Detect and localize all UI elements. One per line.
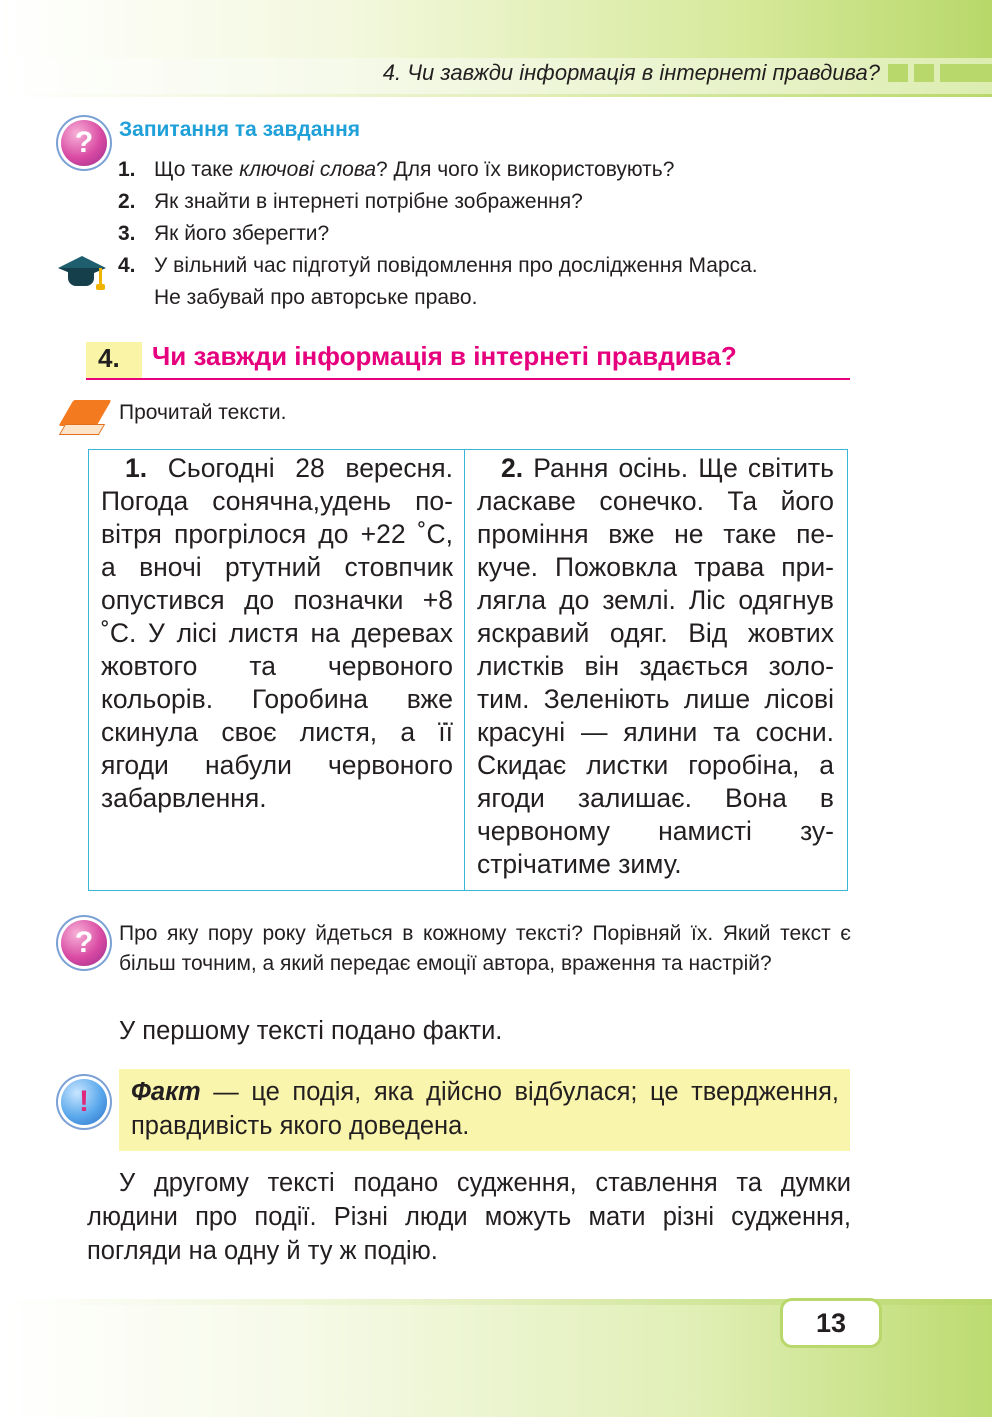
graduation-cap-icon-tassel-end	[96, 284, 105, 290]
question-mark-icon: ?	[61, 920, 107, 966]
list-item	[118, 250, 878, 314]
item-text: У вільний час підготуй повідомлення про дослідження Марса. Не забувай про авторське право.	[154, 254, 758, 309]
item-number: 3.	[118, 222, 136, 245]
section-underline	[86, 378, 850, 380]
text-2-body: Рання осінь. Ще світить ласкаве сонечко. Та його проміння вже не таке пекуче. Пожовкла трава прилягла до землі. Ліс одягнув яскравий одяг. Від жовтих листків він здається золотим. Зеленіють лише лісові красуні — ялини та сосни. Скидає листки горобіна, а ягоди залишає. Вона в червоному намисті зустрічатиме зиму.	[477, 453, 834, 879]
item-number: 1.	[118, 158, 136, 181]
fact-term: Факт	[131, 1078, 201, 1106]
graduation-cap-icon-base	[68, 272, 94, 286]
closing-paragraph	[87, 1166, 851, 1268]
list-item	[118, 154, 878, 186]
fact-definition-text: — це подія, яка дійсно відбулася; це твердження, правдивість якого доведена.	[131, 1078, 839, 1140]
questions-list	[118, 154, 878, 314]
text-1-number: 1.	[125, 453, 148, 483]
header-rule	[0, 94, 992, 97]
closing-paragraph-text: У другому тексті подано судження, ставлення та думки людини про події. Різні люди можуть мати різні судження, погляди на одну й ту ж подію.	[87, 1169, 851, 1265]
header-decor-square	[888, 64, 908, 82]
item-text: Як знайти в інтернеті потрібне зображення?	[154, 190, 583, 213]
column-divider	[464, 449, 465, 891]
exclamation-icon: !	[61, 1079, 107, 1125]
list-item	[118, 218, 878, 250]
book-icon-pages	[59, 424, 105, 435]
answer-text: У першому тексті подано факти.	[119, 1017, 503, 1045]
header-decor-square	[914, 64, 934, 82]
instruction-text: Прочитай тексти.	[119, 401, 287, 424]
question-mark-icon: ?	[61, 120, 107, 166]
text-1	[101, 452, 453, 815]
page-number: 13	[780, 1298, 882, 1348]
list-item	[118, 186, 878, 218]
comparison-question: Про яку пору року йдеться в кожному тексті? Порівняй їх. Який текст є більш точним, а який передає емоції автора, враження та настрій?	[119, 922, 851, 975]
item-text: Як його зберегти?	[154, 222, 330, 245]
book-icon	[58, 400, 111, 426]
item-text: Що таке ключові слова? Для чого їх використовують?	[154, 158, 675, 181]
header-decor-bar	[940, 64, 992, 82]
fact-definition	[131, 1075, 839, 1143]
section-title: Чи завжди інформація в інтернеті правдива?	[152, 341, 737, 371]
text-2-number: 2.	[501, 453, 524, 483]
graduation-cap-icon	[58, 256, 106, 268]
running-title: 4. Чи завжди інформація в інтернеті правдива?	[382, 60, 880, 85]
item-number: 2.	[118, 190, 136, 213]
questions-heading: Запитання та завдання	[119, 118, 361, 141]
text-2	[477, 452, 834, 881]
text-1-body: Сьогодні 28 вересня. Погода сонячна,удень повітря прогрілося до +22 ˚С, а вночі ртутний стовпчик опустився до позначки +8 ˚С. У лісі листя на деревах жовтого та червоного кольорів. Горобина вже скинула своє листя, а її ягоди набули червоного забарвлення.	[101, 453, 453, 813]
header-band	[0, 0, 992, 58]
item-number: 4.	[118, 254, 136, 277]
section-number: 4.	[98, 343, 120, 373]
